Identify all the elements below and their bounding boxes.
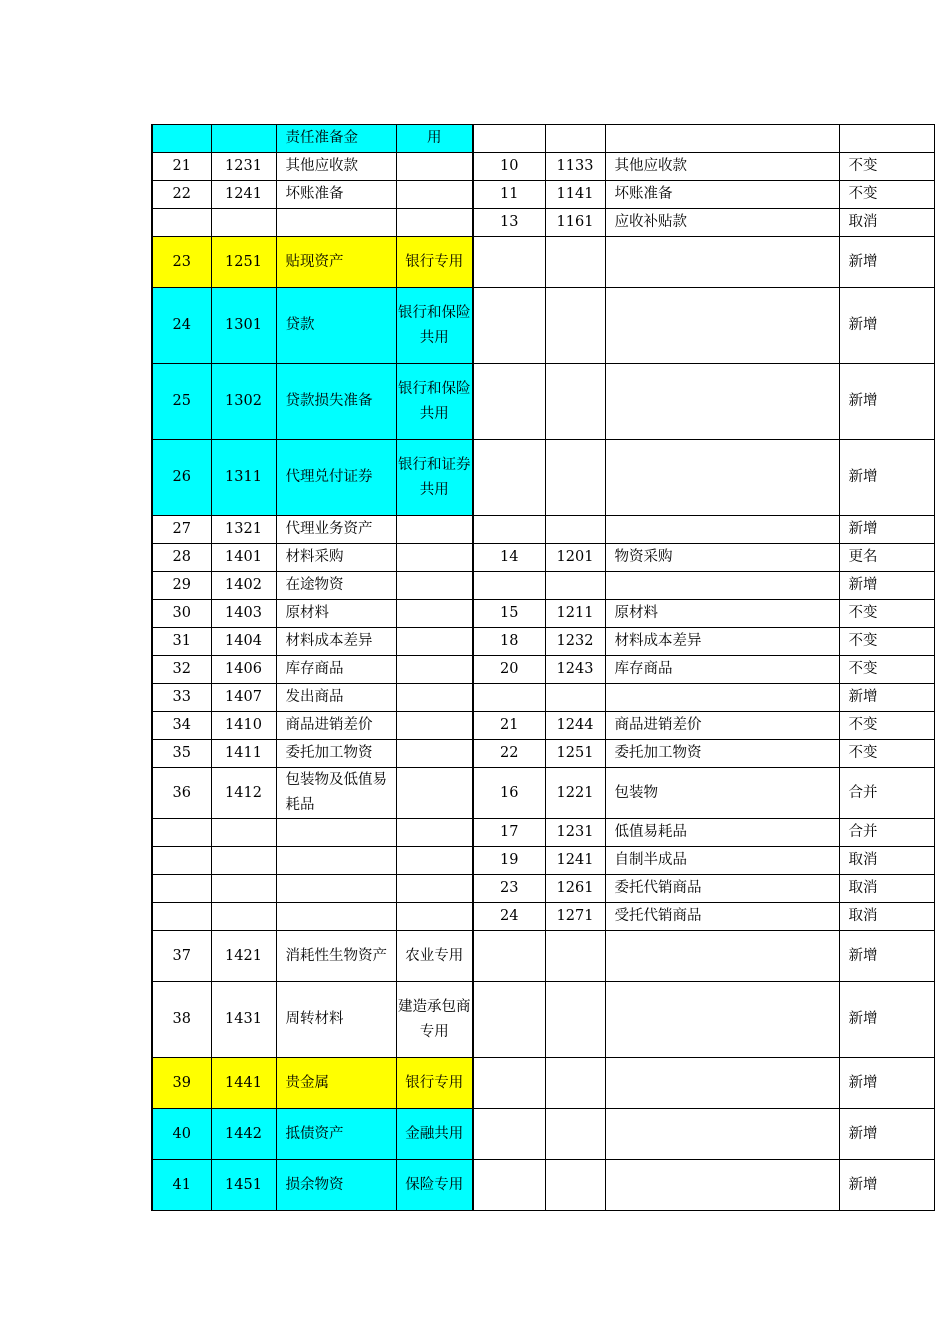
change-status-cell: 新增 (839, 931, 934, 982)
old-code-cell: 1244 (545, 712, 605, 740)
usage-note-cell (396, 153, 473, 181)
old-seq-cell (473, 516, 545, 544)
old-seq-cell (473, 1058, 545, 1109)
old-account-name-cell (605, 516, 839, 544)
old-code-cell (545, 1109, 605, 1160)
new-code-cell: 1302 (211, 364, 276, 440)
old-account-name-cell (605, 931, 839, 982)
old-account-name-cell: 商品进销差价 (605, 712, 839, 740)
new-account-name-cell: 材料成本差异 (276, 628, 396, 656)
table-row (152, 768, 934, 819)
new-seq-cell: 33 (152, 684, 211, 712)
new-seq-cell (152, 125, 211, 153)
old-account-name-cell: 委托代销商品 (605, 875, 839, 903)
new-code-cell (211, 847, 276, 875)
old-seq-cell: 17 (473, 819, 545, 847)
change-status-cell: 新增 (839, 1058, 934, 1109)
new-seq-cell (152, 209, 211, 237)
new-account-name-cell: 委托加工物资 (276, 740, 396, 768)
usage-note-cell (396, 875, 473, 903)
new-code-cell: 1442 (211, 1109, 276, 1160)
new-account-name-cell (276, 847, 396, 875)
new-account-name-cell: 责任准备金 (276, 125, 396, 153)
new-code-cell: 1410 (211, 712, 276, 740)
table-row (152, 181, 934, 209)
table-row (152, 125, 934, 153)
new-account-name-cell: 贷款损失准备 (276, 364, 396, 440)
old-code-cell: 1243 (545, 656, 605, 684)
table-row (152, 288, 934, 364)
new-seq-cell: 21 (152, 153, 211, 181)
new-account-name-cell: 贵金属 (276, 1058, 396, 1109)
table-row (152, 982, 934, 1058)
new-code-cell (211, 903, 276, 931)
old-seq-cell (473, 125, 545, 153)
old-seq-cell: 22 (473, 740, 545, 768)
old-code-cell: 1141 (545, 181, 605, 209)
old-seq-cell: 15 (473, 600, 545, 628)
old-code-cell (545, 440, 605, 516)
old-code-cell (545, 572, 605, 600)
change-status-cell: 不变 (839, 628, 934, 656)
old-code-cell (545, 516, 605, 544)
old-code-cell (545, 364, 605, 440)
old-seq-cell: 23 (473, 875, 545, 903)
new-seq-cell (152, 819, 211, 847)
new-code-cell: 1321 (211, 516, 276, 544)
new-code-cell: 1441 (211, 1058, 276, 1109)
new-account-name-cell (276, 819, 396, 847)
old-seq-cell (473, 572, 545, 600)
new-code-cell: 1431 (211, 982, 276, 1058)
new-code-cell: 1412 (211, 768, 276, 819)
old-seq-cell (473, 288, 545, 364)
table-row (152, 656, 934, 684)
old-seq-cell (473, 364, 545, 440)
usage-note-cell (396, 544, 473, 572)
table-row (152, 903, 934, 931)
change-status-cell: 不变 (839, 600, 934, 628)
usage-note-cell: 银行和证券共用 (396, 440, 473, 516)
table-row (152, 544, 934, 572)
new-seq-cell: 23 (152, 237, 211, 288)
new-code-cell: 1411 (211, 740, 276, 768)
new-seq-cell: 25 (152, 364, 211, 440)
table-row (152, 628, 934, 656)
new-code-cell: 1402 (211, 572, 276, 600)
old-seq-cell: 21 (473, 712, 545, 740)
new-seq-cell: 27 (152, 516, 211, 544)
change-status-cell: 不变 (839, 712, 934, 740)
old-seq-cell (473, 1160, 545, 1211)
old-account-name-cell (605, 125, 839, 153)
old-code-cell: 1221 (545, 768, 605, 819)
new-account-name-cell: 库存商品 (276, 656, 396, 684)
old-account-name-cell: 委托加工物资 (605, 740, 839, 768)
account-comparison-sheet (151, 124, 933, 1211)
change-status-cell: 合并 (839, 819, 934, 847)
change-status-cell: 新增 (839, 982, 934, 1058)
table-body (152, 125, 934, 1211)
change-status-cell: 新增 (839, 516, 934, 544)
table-row (152, 684, 934, 712)
change-status-cell: 不变 (839, 181, 934, 209)
old-account-name-cell: 坏账准备 (605, 181, 839, 209)
change-status-cell: 不变 (839, 153, 934, 181)
table-row (152, 209, 934, 237)
old-account-name-cell: 材料成本差异 (605, 628, 839, 656)
change-status-cell: 新增 (839, 364, 934, 440)
change-status-cell: 不变 (839, 656, 934, 684)
usage-note-cell (396, 819, 473, 847)
old-seq-cell: 14 (473, 544, 545, 572)
old-seq-cell (473, 440, 545, 516)
new-account-name-cell: 坏账准备 (276, 181, 396, 209)
table-row (152, 440, 934, 516)
new-seq-cell (152, 875, 211, 903)
change-status-cell (839, 125, 934, 153)
old-account-name-cell (605, 1058, 839, 1109)
table-row (152, 572, 934, 600)
change-status-cell: 新增 (839, 1160, 934, 1211)
old-seq-cell (473, 684, 545, 712)
change-status-cell: 新增 (839, 572, 934, 600)
table-row (152, 847, 934, 875)
old-seq-cell: 16 (473, 768, 545, 819)
old-code-cell: 1232 (545, 628, 605, 656)
change-status-cell: 新增 (839, 288, 934, 364)
old-account-name-cell: 物资采购 (605, 544, 839, 572)
old-account-name-cell (605, 237, 839, 288)
old-account-name-cell (605, 1109, 839, 1160)
usage-note-cell (396, 628, 473, 656)
old-code-cell (545, 982, 605, 1058)
change-status-cell: 新增 (839, 440, 934, 516)
usage-note-cell: 用 (396, 125, 473, 153)
old-seq-cell: 18 (473, 628, 545, 656)
new-account-name-cell (276, 903, 396, 931)
new-account-name-cell: 材料采购 (276, 544, 396, 572)
new-seq-cell: 40 (152, 1109, 211, 1160)
usage-note-cell: 银行专用 (396, 237, 473, 288)
old-seq-cell: 13 (473, 209, 545, 237)
new-account-name-cell (276, 209, 396, 237)
old-account-name-cell (605, 288, 839, 364)
old-seq-cell: 19 (473, 847, 545, 875)
new-code-cell (211, 819, 276, 847)
usage-note-cell: 银行和保险共用 (396, 364, 473, 440)
old-code-cell: 1261 (545, 875, 605, 903)
new-seq-cell (152, 903, 211, 931)
old-seq-cell (473, 931, 545, 982)
table-row (152, 237, 934, 288)
table-row (152, 600, 934, 628)
new-code-cell: 1301 (211, 288, 276, 364)
table-row (152, 516, 934, 544)
change-status-cell: 取消 (839, 875, 934, 903)
new-seq-cell: 34 (152, 712, 211, 740)
old-account-name-cell: 自制半成品 (605, 847, 839, 875)
new-account-name-cell: 其他应收款 (276, 153, 396, 181)
old-code-cell: 1231 (545, 819, 605, 847)
change-status-cell: 不变 (839, 740, 934, 768)
old-code-cell: 1251 (545, 740, 605, 768)
old-seq-cell (473, 1109, 545, 1160)
change-status-cell: 合并 (839, 768, 934, 819)
new-seq-cell: 35 (152, 740, 211, 768)
table-row (152, 1058, 934, 1109)
old-account-name-cell (605, 684, 839, 712)
new-code-cell (211, 209, 276, 237)
new-code-cell: 1403 (211, 600, 276, 628)
usage-note-cell (396, 768, 473, 819)
old-code-cell (545, 931, 605, 982)
change-status-cell: 新增 (839, 684, 934, 712)
new-account-name-cell: 原材料 (276, 600, 396, 628)
old-account-name-cell (605, 440, 839, 516)
new-seq-cell: 26 (152, 440, 211, 516)
new-seq-cell: 31 (152, 628, 211, 656)
new-seq-cell: 38 (152, 982, 211, 1058)
old-account-name-cell: 受托代销商品 (605, 903, 839, 931)
old-account-name-cell (605, 1160, 839, 1211)
table-row (152, 1160, 934, 1211)
old-seq-cell (473, 237, 545, 288)
usage-note-cell (396, 181, 473, 209)
new-code-cell: 1421 (211, 931, 276, 982)
old-account-name-cell: 低值易耗品 (605, 819, 839, 847)
new-account-name-cell: 消耗性生物资产 (276, 931, 396, 982)
old-code-cell (545, 1160, 605, 1211)
new-seq-cell: 37 (152, 931, 211, 982)
table-row (152, 712, 934, 740)
new-account-name-cell: 在途物资 (276, 572, 396, 600)
table-row (152, 1109, 934, 1160)
new-seq-cell: 28 (152, 544, 211, 572)
old-account-name-cell (605, 982, 839, 1058)
new-account-name-cell: 包装物及低值易耗品 (276, 768, 396, 819)
new-account-name-cell: 代理兑付证券 (276, 440, 396, 516)
old-code-cell (545, 1058, 605, 1109)
old-code-cell: 1161 (545, 209, 605, 237)
new-account-name-cell: 抵债资产 (276, 1109, 396, 1160)
usage-note-cell (396, 847, 473, 875)
new-code-cell (211, 875, 276, 903)
usage-note-cell (396, 740, 473, 768)
new-code-cell: 1231 (211, 153, 276, 181)
new-code-cell: 1251 (211, 237, 276, 288)
old-account-name-cell: 其他应收款 (605, 153, 839, 181)
new-account-name-cell: 商品进销差价 (276, 712, 396, 740)
old-seq-cell (473, 982, 545, 1058)
new-account-name-cell: 贴现资产 (276, 237, 396, 288)
table-row (152, 153, 934, 181)
new-seq-cell (152, 847, 211, 875)
usage-note-cell: 保险专用 (396, 1160, 473, 1211)
usage-note-cell (396, 712, 473, 740)
change-status-cell: 更名 (839, 544, 934, 572)
new-code-cell: 1241 (211, 181, 276, 209)
usage-note-cell (396, 656, 473, 684)
old-code-cell (545, 684, 605, 712)
new-account-name-cell: 发出商品 (276, 684, 396, 712)
new-code-cell: 1451 (211, 1160, 276, 1211)
usage-note-cell: 建造承包商专用 (396, 982, 473, 1058)
new-seq-cell: 39 (152, 1058, 211, 1109)
old-code-cell (545, 237, 605, 288)
new-code-cell: 1407 (211, 684, 276, 712)
new-seq-cell: 24 (152, 288, 211, 364)
usage-note-cell: 银行专用 (396, 1058, 473, 1109)
new-account-name-cell: 代理业务资产 (276, 516, 396, 544)
usage-note-cell (396, 516, 473, 544)
new-code-cell: 1404 (211, 628, 276, 656)
old-code-cell: 1211 (545, 600, 605, 628)
usage-note-cell (396, 600, 473, 628)
new-seq-cell: 30 (152, 600, 211, 628)
new-seq-cell: 29 (152, 572, 211, 600)
new-account-name-cell: 贷款 (276, 288, 396, 364)
account-comparison-table (151, 124, 935, 1211)
new-code-cell: 1311 (211, 440, 276, 516)
usage-note-cell: 金融共用 (396, 1109, 473, 1160)
usage-note-cell (396, 684, 473, 712)
new-code-cell: 1401 (211, 544, 276, 572)
table-row (152, 740, 934, 768)
change-status-cell: 取消 (839, 847, 934, 875)
old-account-name-cell: 应收补贴款 (605, 209, 839, 237)
old-account-name-cell: 库存商品 (605, 656, 839, 684)
old-code-cell: 1201 (545, 544, 605, 572)
new-account-name-cell: 损余物资 (276, 1160, 396, 1211)
change-status-cell: 取消 (839, 209, 934, 237)
old-seq-cell: 10 (473, 153, 545, 181)
table-row (152, 364, 934, 440)
old-code-cell: 1241 (545, 847, 605, 875)
new-seq-cell: 22 (152, 181, 211, 209)
usage-note-cell: 银行和保险共用 (396, 288, 473, 364)
new-account-name-cell (276, 875, 396, 903)
usage-note-cell (396, 903, 473, 931)
new-code-cell: 1406 (211, 656, 276, 684)
old-seq-cell: 24 (473, 903, 545, 931)
old-account-name-cell: 包装物 (605, 768, 839, 819)
new-seq-cell: 41 (152, 1160, 211, 1211)
new-seq-cell: 36 (152, 768, 211, 819)
old-account-name-cell (605, 364, 839, 440)
old-code-cell (545, 288, 605, 364)
table-row (152, 931, 934, 982)
old-seq-cell: 20 (473, 656, 545, 684)
old-code-cell: 1271 (545, 903, 605, 931)
old-account-name-cell: 原材料 (605, 600, 839, 628)
change-status-cell: 新增 (839, 237, 934, 288)
change-status-cell: 新增 (839, 1109, 934, 1160)
usage-note-cell (396, 209, 473, 237)
usage-note-cell: 农业专用 (396, 931, 473, 982)
change-status-cell: 取消 (839, 903, 934, 931)
old-code-cell (545, 125, 605, 153)
old-code-cell: 1133 (545, 153, 605, 181)
table-row (152, 819, 934, 847)
new-code-cell (211, 125, 276, 153)
new-seq-cell: 32 (152, 656, 211, 684)
old-account-name-cell (605, 572, 839, 600)
old-seq-cell: 11 (473, 181, 545, 209)
new-account-name-cell: 周转材料 (276, 982, 396, 1058)
usage-note-cell (396, 572, 473, 600)
table-row (152, 875, 934, 903)
